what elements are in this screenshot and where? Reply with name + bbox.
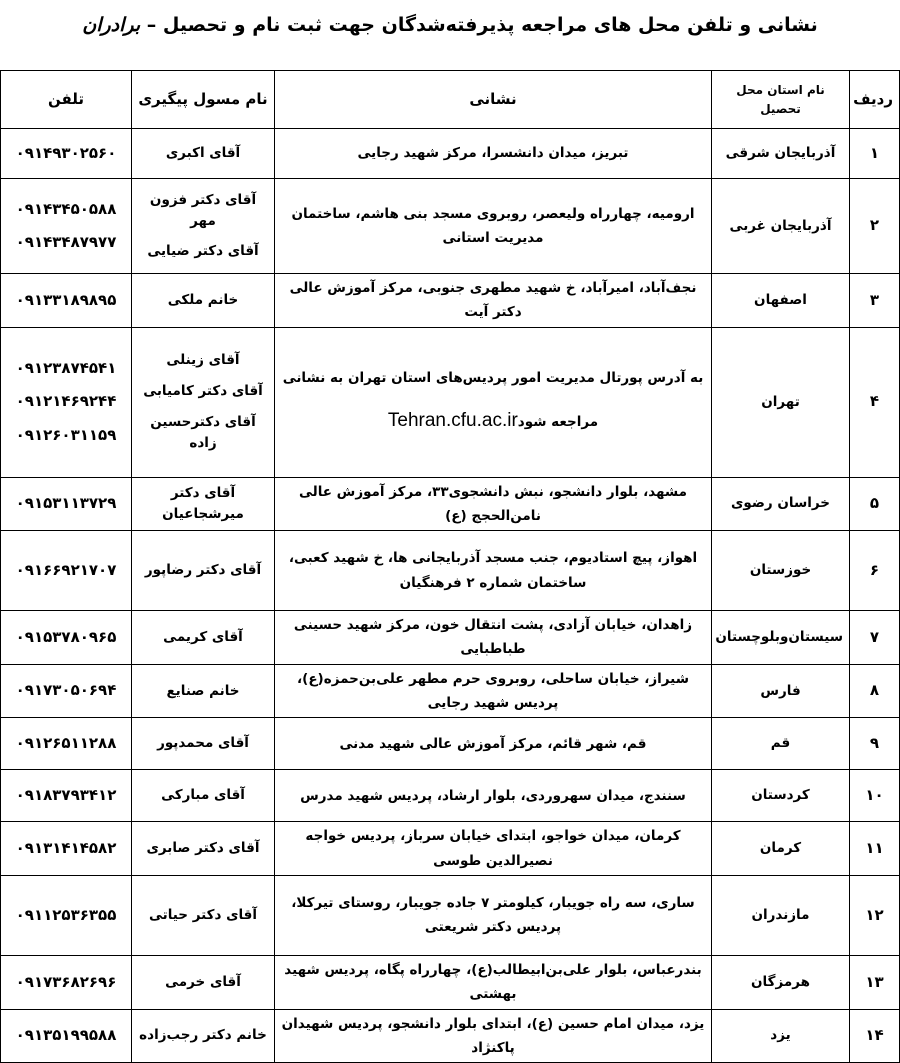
phone-cell — [1, 611, 132, 665]
contact-person: خانم ملکی — [167, 291, 239, 308]
phone-number: ۰۹۱۱۲۵۳۶۳۵۵ — [15, 905, 117, 924]
table-row — [1, 531, 900, 611]
phone-cell — [1, 274, 132, 328]
province-cell: کرمان — [712, 822, 850, 876]
row-number: ۱۱ — [850, 822, 900, 876]
phone-number: ۰۹۱۲۳۸۷۴۵۴۱ — [15, 359, 117, 378]
province-cell: تهران — [712, 327, 850, 477]
table-row — [1, 955, 900, 1009]
contact-person: آقای دکتر رضاپور — [144, 562, 262, 579]
person-cell — [132, 770, 275, 822]
table-row — [1, 822, 900, 876]
table-row — [1, 327, 900, 477]
table-row — [1, 718, 900, 770]
phone-number: ۰۹۱۴۳۴۸۷۹۷۷ — [15, 233, 117, 251]
person-cell — [132, 822, 275, 876]
contact-person: آقای دکتر ضیایی — [147, 243, 259, 260]
address-cell: مشهد، بلوار دانشجو، نبش دانشجوی۳۳، مرکز آموزش عالی نامن‌الحجج (ع) — [275, 477, 712, 531]
contact-person: آقای کریمی — [163, 629, 243, 646]
row-number: ۵ — [850, 477, 900, 531]
province-cell: سیستان‌وبلوچستان — [712, 611, 850, 665]
contact-person: آقای دکتر صابری — [146, 840, 260, 857]
phone-cell — [1, 770, 132, 822]
contact-person: آقای اکبری — [165, 145, 241, 162]
phone-number: ۰۹۱۷۳۰۵۰۶۹۴ — [15, 681, 117, 700]
contact-person: آقای خرمی — [165, 973, 241, 990]
page-title — [0, 14, 900, 36]
province-cell: مازندران — [712, 875, 850, 955]
address-cell: سنندج، میدان سهروردی، بلوار ارشاد، پردیس شهید مدرس — [275, 770, 712, 822]
phone-number: ۰۹۱۲۶۰۳۱۱۵۹ — [15, 425, 117, 444]
phone-cell — [1, 875, 132, 955]
person-cell — [132, 1009, 275, 1063]
phone-number: ۰۹۱۴۳۴۵۰۵۸۸ — [15, 199, 117, 218]
person-cell — [132, 477, 275, 531]
contact-person: آقای زینلی — [166, 352, 240, 369]
contact-person: آقای دکترحسین زاده — [150, 414, 256, 452]
person-cell — [132, 875, 275, 955]
province-cell: کردستان — [712, 770, 850, 822]
row-number: ۱۲ — [850, 875, 900, 955]
row-number: ۲ — [850, 179, 900, 274]
person-cell — [132, 531, 275, 611]
table-row — [1, 274, 900, 328]
table-row — [1, 129, 900, 179]
person-cell — [132, 611, 275, 665]
province-cell: یزد — [712, 1009, 850, 1063]
header-person: نام مسول پیگیری — [132, 71, 275, 129]
address-cell: نجف‌آباد، امیرآباد، خ شهید مطهری جنوبی، مرکز آموزش عالی دکتر آیت — [275, 274, 712, 328]
contact-person: آقای دکتر کامیابی — [143, 383, 263, 400]
contact-person: آقای دکتر فزون مهر — [149, 191, 257, 229]
province-cell: قم — [712, 718, 850, 770]
table-row — [1, 1009, 900, 1063]
province-cell: هرمزگان — [712, 955, 850, 1009]
row-number: ۳ — [850, 274, 900, 328]
address-cell: قم، شهر قائم، مرکز آموزش عالی شهید مدنی — [275, 718, 712, 770]
province-cell: خوزستان — [712, 531, 850, 611]
province-cell: اصفهان — [712, 274, 850, 328]
phone-cell — [1, 327, 132, 477]
phone-cell — [1, 955, 132, 1009]
row-number: ۶ — [850, 531, 900, 611]
table-row — [1, 664, 900, 718]
contact-person: آقای دکتر حیاتی — [148, 907, 258, 923]
portal-link[interactable]: Tehran.cfu.ac.ir — [387, 410, 518, 432]
header-address: نشانی — [275, 71, 712, 129]
contact-person: خانم صنایع — [166, 682, 240, 699]
person-cell — [132, 955, 275, 1009]
contact-person: آقای محمدپور — [157, 735, 249, 752]
table-header-row — [1, 71, 900, 129]
address-line: به آدرس پورتال مدیریت امور پردیس‌های استان تهران به نشانی — [282, 369, 704, 386]
phone-number: ۰۹۱۸۳۷۹۳۴۱۲ — [15, 786, 117, 805]
header-row-no: ردیف — [850, 71, 900, 129]
phone-number: ۰۹۱۳۱۴۱۴۵۸۲ — [15, 839, 117, 858]
table-row — [1, 611, 900, 665]
phone-number: ۰۹۱۵۳۱۱۳۷۲۹ — [15, 494, 117, 513]
phone-number: ۰۹۱۲۱۴۶۹۲۴۴ — [15, 392, 117, 411]
phone-cell — [1, 718, 132, 770]
phone-cell — [1, 531, 132, 611]
phone-cell — [1, 477, 132, 531]
row-number: ۱۳ — [850, 955, 900, 1009]
address-tail: مراجعه شود — [517, 414, 599, 431]
table-row — [1, 770, 900, 822]
person-cell — [132, 718, 275, 770]
person-cell — [132, 129, 275, 179]
province-cell: فارس — [712, 664, 850, 718]
address-cell: تبریز، میدان دانشسرا، مرکز شهید رجایی — [275, 129, 712, 179]
row-number: ۱ — [850, 129, 900, 179]
phone-number: ۰۹۱۲۶۵۱۱۲۸۸ — [15, 734, 117, 753]
person-cell — [132, 327, 275, 477]
row-number: ۷ — [850, 611, 900, 665]
address-cell: بندرعباس، بلوار علی‌بن‌ابیطالب(ع)، چهارراه پگاه، پردیس شهید بهشتی — [275, 955, 712, 1009]
phone-number: ۰۹۱۳۳۱۸۹۸۹۵ — [15, 290, 117, 309]
address-cell: ارومیه، چهارراه ولیعصر، روبروی مسجد بنی هاشم، ساختمان مدیریت استانی — [275, 179, 712, 274]
table-row — [1, 477, 900, 531]
phone-cell — [1, 129, 132, 179]
row-number: ۴ — [850, 327, 900, 477]
contact-person: آقای مبارکی — [161, 787, 245, 804]
phone-number: ۰۹۱۳۵۱۹۹۵۸۸ — [15, 1026, 117, 1045]
province-cell: آذربایجان غربی — [712, 179, 850, 274]
contact-person: آقای دکتر میرشجاعیان — [162, 484, 244, 522]
address-cell: زاهدان، خیابان آزادی، پشت انتقال خون، مرکز شهید حسینی طباطبایی — [275, 611, 712, 665]
header-province: نام استان محل تحصیل — [712, 71, 850, 129]
table-row — [1, 179, 900, 274]
phone-number: ۰۹۱۶۶۹۲۱۷۰۷ — [15, 561, 117, 580]
person-cell — [132, 179, 275, 274]
phone-cell — [1, 664, 132, 718]
phone-cell — [1, 822, 132, 876]
address-cell: ساری، سه راه جویبار، کیلومتر ۷ جاده جویبار، روستای تیرکلا، پردیس دکتر شریعتی — [275, 875, 712, 955]
province-cell: خراسان رضوی — [712, 477, 850, 531]
person-cell — [132, 274, 275, 328]
phone-number: ۰۹۱۴۹۳۰۲۵۶۰ — [15, 143, 117, 162]
row-number: ۱۰ — [850, 770, 900, 822]
address-cell: یزد، میدان امام حسین (ع)، ابتدای بلوار دانشجو، پردیس شهیدان پاکنژاد — [275, 1009, 712, 1063]
phone-number: ۰۹۱۷۳۶۸۲۶۹۶ — [15, 972, 117, 991]
table-row — [1, 875, 900, 955]
row-number: ۱۴ — [850, 1009, 900, 1063]
phone-cell — [1, 179, 132, 274]
contact-person: خانم دکتر رجب‌زاده — [139, 1027, 267, 1044]
phone-number: ۰۹۱۵۳۷۸۰۹۶۵ — [15, 627, 117, 646]
title-main: نشانی و تلفن محل های مراجعه پذیرفته‌شدگان جهت ثبت نام و تحصیل – — [146, 14, 818, 36]
address-cell: شیراز، خیابان ساحلی، روبروی حرم مطهر علی‌بن‌حمزه(ع)، پردیس شهید رجایی — [275, 664, 712, 718]
header-phone: تلفن — [1, 71, 132, 129]
address-cell: اهواز، پیچ استادیوم، جنب مسجد آذربایجانی ها، خ شهید کعبی، ساختمان شماره ۲ فرهنگیان — [275, 531, 712, 611]
row-number: ۹ — [850, 718, 900, 770]
table-body — [1, 129, 900, 1063]
phone-cell — [1, 1009, 132, 1063]
address-cell: کرمان، میدان خواجو، ابتدای خیابان سرباز، پردیس خواجه نصیرالدین طوسی — [275, 822, 712, 876]
address-line — [281, 404, 705, 438]
row-number: ۸ — [850, 664, 900, 718]
address-cell — [275, 327, 712, 477]
title-highlight: برادران — [82, 14, 141, 36]
registration-centers-table — [0, 70, 900, 1063]
province-cell: آذربایجان شرقی — [712, 129, 850, 179]
person-cell — [132, 664, 275, 718]
